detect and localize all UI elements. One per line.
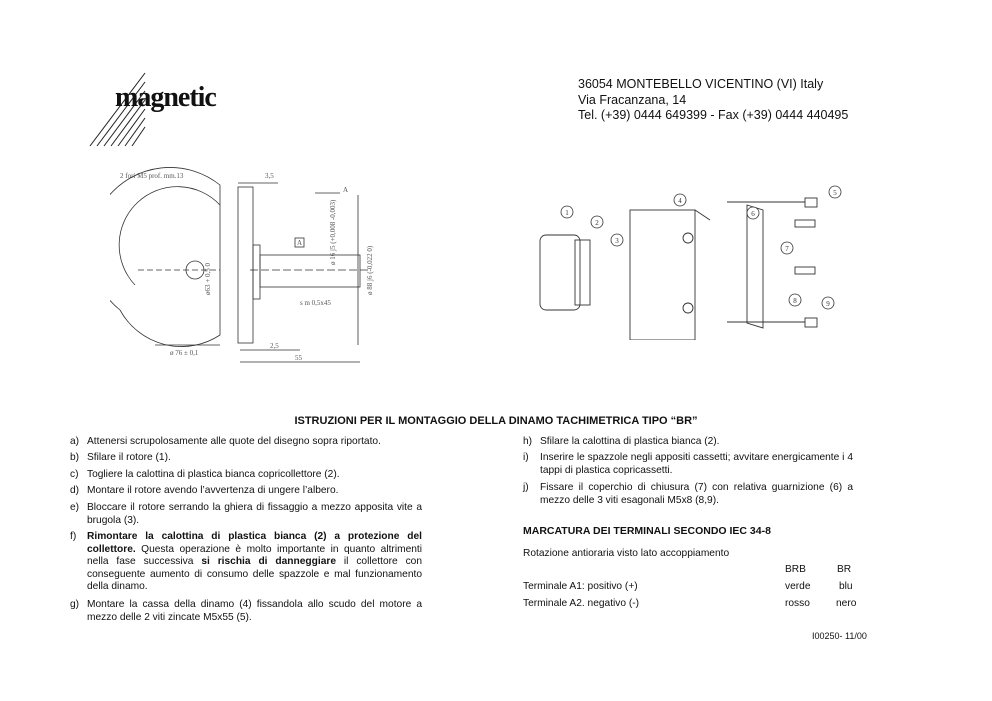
callout-5: 5 (833, 189, 837, 197)
list-item: f) Rimontare la calottina di plastica bianca (2) a protezione del collettore. Questa operazione è molto importante in quanto altrimenti nella fase successiva si rischia di danneggiare il collettore con conseguente aumento di consumo delle spazzole e mal funzionamento della dinamo. (70, 531, 422, 593)
exploded-view (515, 180, 875, 340)
list-item: h) Sfilare la calottina di plastica bianca (2). (523, 436, 720, 447)
table-cell: verde (785, 581, 811, 592)
marking-title: MARCATURA DEI TERMINALI SECONDO IEC 34-8 (523, 525, 771, 537)
list-item: e) Bloccare il rotore serrando la ghiera di fissaggio a mezzo apposita vite a brugola (3). (70, 502, 422, 526)
holes-label: 2 fori M5 prof. mm.13 (120, 172, 184, 180)
dim-2-5: 2,5 (270, 342, 279, 350)
rotation-note: Rotazione antioraria visto lato accoppiamento (523, 548, 730, 559)
address-line: 36054 MONTEBELLO VICENTINO (VI) Italy (578, 77, 824, 91)
callout-7: 7 (785, 245, 789, 253)
list-item: c) Togliere la calottina di plastica bianca copricollettore (2). (70, 469, 340, 480)
dim-3-5: 3,5 (265, 172, 274, 180)
datum-a-2: A (297, 239, 303, 247)
chamfer-label: s m 0,5x45 (300, 299, 331, 307)
dia16-label: ø 16 j5 (+0,008 -0,003) (329, 199, 337, 265)
list-item: g) Montare la cassa della dinamo (4) fissandola allo scudo del motore a mezzo delle 2 viti zincate M5x55 (5). (70, 599, 422, 623)
list-item: d) Montare il rotore avendo l’avvertenza di ungere l’albero. (70, 485, 339, 496)
dia76-label: ø 76 ± 0,1 (170, 349, 199, 357)
document-title: ISTRUZIONI PER IL MONTAGGIO DELLA DINAMO TACHIMETRICA TIPO “BR” (294, 415, 698, 427)
table-row-label: Terminale A2. negativo (-) (523, 598, 640, 609)
col-header: BRB (785, 564, 806, 575)
dia63-label: ø63 + 0,5 0 (204, 263, 212, 295)
callout-4: 4 (678, 197, 682, 205)
logo (85, 68, 235, 148)
terminal-table (523, 564, 863, 614)
table-cell: nero (836, 598, 857, 609)
callout-9: 9 (826, 300, 830, 308)
document-code: I00250- 11/00 (812, 631, 867, 641)
dim-55: 55 (295, 354, 302, 362)
col-header: BR (837, 564, 852, 575)
callout-1: 1 (565, 209, 569, 217)
callout-6: 6 (751, 210, 755, 218)
callout-8: 8 (793, 297, 797, 305)
address-line: Tel. (+39) 0444 649399 - Fax (+39) 0444 440495 (578, 108, 849, 122)
table-cell: rosso (785, 598, 810, 609)
list-item: j) Fissare il coperchio di chiusura (7) con relativa guarnizione (6) a mezzo delle 3 viti esagonali M5x8 (8,9). (523, 482, 853, 506)
address-line: Via Fracanzana, 14 (578, 92, 687, 107)
callout-3: 3 (615, 237, 619, 245)
datum-a: A (343, 186, 349, 194)
list-item: i) Inserire le spazzole negli appositi cassetti; avvitare energicamente i 4 tappi di plastica copricassetti. (523, 452, 853, 476)
table-row-label: Terminale A1: positivo (+) (523, 581, 638, 592)
list-item: a) Attenersi scrupolosamente alle quote del disegno sopra riportato. (70, 436, 381, 447)
logo-text: magnetic (115, 82, 216, 113)
table-cell: blu (839, 581, 853, 592)
callout-2: 2 (595, 219, 599, 227)
dia88-label: ø 88 j6 (-0,022 0) (366, 245, 374, 295)
company-address (578, 77, 848, 124)
list-item: b) Sfilare il rotore (1). (70, 452, 171, 463)
dimension-drawing (110, 165, 390, 375)
